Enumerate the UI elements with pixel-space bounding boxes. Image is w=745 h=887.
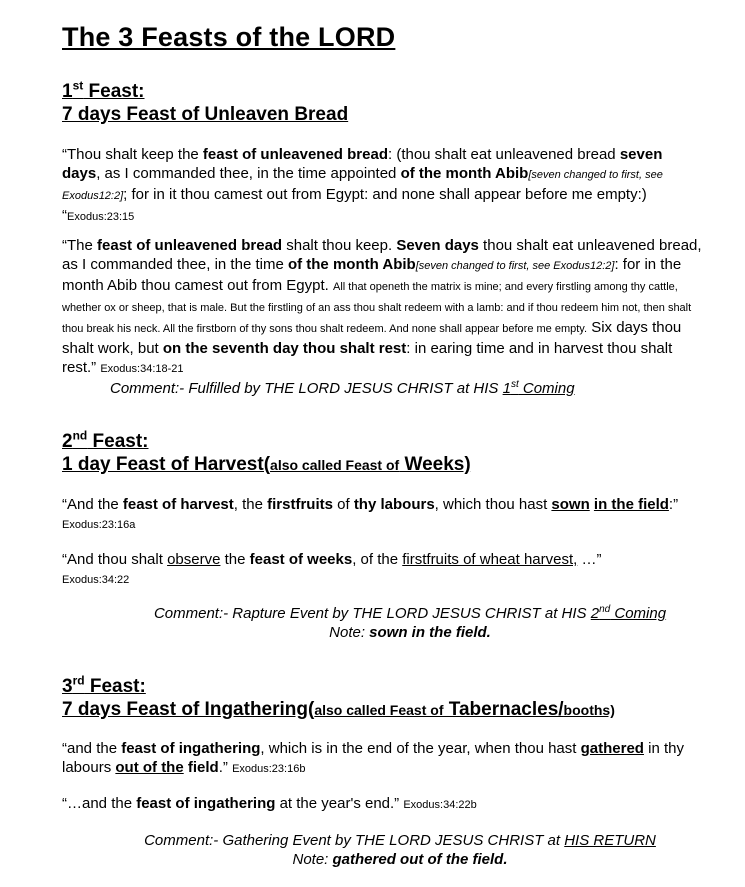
feast2-heading: 2nd Feast: 1 day Feast of Harvest(also called Feast of Weeks) <box>62 428 471 475</box>
feast1-subtitle: 7 days Feast of Unleaven Bread <box>62 104 349 125</box>
feast2-note: Note: sown in the field. <box>329 624 491 641</box>
feast1-verse2: “The feast of unleavened bread shalt thou keep. Seven days thou shalt eat unleavened bread, as I commanded thee, in the time of the month Abib[seven changed to first, see Exodus12:2]: for in the month Abib thou camest out from Egypt. All that openeth the matrix is mine; and every firstling among thy cattle, whether ox or sheep, that is male. But the firstling of an ass thou shalt redeem with a lamb: and if thou redeem him not, then shalt thou break his neck. All the firstborn of thy sons thou shalt redeem. And none shall appear before me empty. Six days thou shalt work, but on the seventh day thou shalt rest: in earing time and in harvest thou shalt rest.” Exodus:34:18-21 <box>62 237 702 376</box>
feast1-comment: Comment:- Fulfilled by THE LORD JESUS CHRIST at HIS 1st Coming <box>110 379 575 397</box>
verse-reference: Exodus:23:16a <box>62 519 136 531</box>
feast3-comment: Comment:- Gathering Event by THE LORD JESUS CHRIST at HIS RETURN Note: gathered out of the field. <box>100 831 700 869</box>
feast2-subtitle: 1 day Feast of Harvest(also called Feast of Weeks) <box>62 454 471 475</box>
feast2-comment: Comment:- Rapture Event by THE LORD JESUS CHRIST at HIS 2nd Coming Note: sown in the field. <box>110 604 710 642</box>
page-title: The 3 Feasts of the LORD <box>62 22 396 52</box>
feast3-subtitle: 7 days Feast of Ingathering(also called Feast of Tabernacles/booths) <box>62 699 615 720</box>
feast3-note: Note: gathered out of the field. <box>292 851 508 868</box>
verse-reference: Exodus:34:18-21 <box>100 363 184 375</box>
feast3-verse2: “…and the feast of ingathering at the year's end.” Exodus:34:22b <box>62 795 477 812</box>
feast3-verse1: “and the feast of ingathering, which is in the end of the year, when thou hast gathered in thy labours out of the field.” Exodus:23:16b <box>62 740 684 776</box>
feast3-heading: 3rd Feast: 7 days Feast of Ingathering(also called Feast of Tabernacles/booths) <box>62 673 615 720</box>
verse-reference: Exodus:23:15 <box>67 211 135 223</box>
feast2-verse2: “And thou shalt observe the feast of weeks, of the firstfruits of wheat harvest, …” Exodus:34:22 <box>62 551 602 586</box>
verse-reference: Exodus:23:16b <box>232 763 306 775</box>
feast2-verse1: “And the feast of harvest, the firstfruits of thy labours, which thou hast sown in the field:” Exodus:23:16a <box>62 496 679 531</box>
feast1-verse1: “Thou shalt keep the feast of unleavened bread: (thou shalt eat unleavened bread seven days, as I commanded thee, in the time appointed of the month Abib[seven changed to first, see Exodus12:2]; for in it thou camest out from Egypt: and none shall appear before me empty:) “Exodus:23:15 <box>62 146 663 224</box>
verse-reference: Exodus:34:22b <box>403 799 477 811</box>
verse-reference: Exodus:34:22 <box>62 574 130 586</box>
feast1-heading: 1st Feast: 7 days Feast of Unleaven Bread <box>62 78 349 125</box>
